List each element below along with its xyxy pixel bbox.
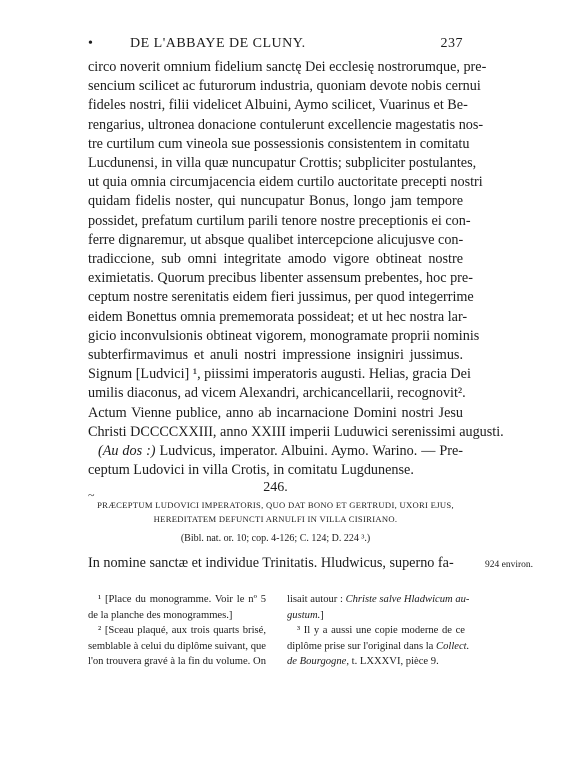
footnote-line: ³ Il y a aussi une copie moderne de ce bbox=[297, 625, 465, 636]
text-line: quidam fidelis noster, qui nuncupatur Bonus, longo jam tempore bbox=[88, 193, 463, 210]
footnote-line: l'on trouvera gravé à la fin du volume. On bbox=[88, 656, 266, 667]
text-line: Lucdunensi, in villa quæ nuncupatur Crottis; subpliciter postulantes, bbox=[88, 155, 477, 172]
text-line: umilis diaconus, ad vicem Alexandri, archicancellarii, recognovit². bbox=[88, 385, 466, 402]
footnote-text: ] bbox=[320, 609, 324, 621]
text-line: Actum Vienne publice, anno ab incarnacione Domini nostri Jesu bbox=[88, 404, 463, 421]
separator-mark: ~ bbox=[88, 488, 95, 502]
charter-summary bbox=[88, 498, 463, 526]
dorse-label: (Au dos :) bbox=[98, 443, 156, 460]
text-line: Christi DCCCCXXIII, anno XXIII imperii Luduwici serenissimi augusti. bbox=[88, 423, 504, 440]
text-line: ferre dignaremur, ut absque qualibet intercepcione alicujusve con- bbox=[88, 231, 464, 248]
page-number: 237 bbox=[440, 36, 463, 51]
dorse-text: Ludvicus, imperator. Albuini. Aymo. Warino. — Pre- bbox=[155, 443, 463, 460]
text-line: ut quia omnia circumjacencia eidem curtilo auctoritate precepti nostri bbox=[88, 174, 483, 191]
source-citation: (Bibl. nat. or. 10; cop. 4-126; C. 124; D. 224 ³.) bbox=[180, 533, 371, 544]
text-line: eidem Bonettus omnia prememorata possideat; et ut hec nostra lar- bbox=[88, 308, 468, 325]
text-line: ceptum nostre serenitatis eidem fieri jussimus, per quod integerrime bbox=[88, 289, 474, 306]
footnote-italic: Collect. bbox=[436, 640, 470, 652]
footnote-line: de la planche des monogrammes.] bbox=[88, 609, 233, 621]
text-line: sencium scilicet ac futurorum industria, quoniam devote nobis cernui bbox=[88, 78, 481, 95]
footnote-line bbox=[287, 608, 465, 624]
footnote-text: diplôme prise sur l'original dans la bbox=[287, 640, 437, 652]
text-line: rengarius, ultronea donacione contulerunt excellencie magestatis nos- bbox=[88, 116, 484, 133]
text-line: gicio inconvulsionis obtineat vigorem, monogramate proprii nominis bbox=[88, 327, 480, 344]
footnote-italic: gustum. bbox=[287, 609, 321, 621]
text-line: fideles nostri, filii videlicet Albuini, Aymo scilicet, Vuarinus et Be- bbox=[88, 97, 468, 114]
dorse-line-2: ceptum Ludovici in villa Crotis, in comitatu Lugdunense. bbox=[88, 462, 414, 479]
text-line: possidet, prefatum curtilum parili tenore nostre preceptionis ei con- bbox=[88, 212, 471, 229]
text-line: eximietatis. Quorum precibus libenter assensum prebentes, hoc pre- bbox=[88, 270, 473, 287]
text-line: circo noverit omnium fidelium sanctę Dei ecclesię nostrorumque, pre- bbox=[88, 59, 487, 75]
footnote-line bbox=[287, 639, 470, 655]
charter-number: 246. bbox=[263, 480, 288, 495]
footnotes-right-column bbox=[287, 592, 470, 670]
header-bullet: • bbox=[88, 36, 94, 51]
charter-opening-line: In nomine sanctæ et individue Trinitatis. Hludwicus, superno fa- bbox=[88, 555, 454, 571]
margin-date-note: 924 environ. bbox=[485, 560, 534, 570]
footnote-line: semblable à celui du diplôme suivant, que bbox=[88, 640, 266, 652]
footnote-line bbox=[287, 592, 470, 608]
footnote-text: , t. LXXXVI, pièce 9. bbox=[346, 656, 439, 667]
footnote-text: lisait autour : bbox=[287, 594, 346, 605]
running-title: DE L'ABBAYE DE CLUNY. bbox=[130, 36, 306, 51]
charter-text bbox=[88, 58, 504, 480]
summary-line: HEREDITATEM DEFUNCTI ARNULFI IN VILLA CISIRIANO. bbox=[153, 514, 398, 524]
text-line: Signum [Ludvici] ¹, piissimi imperatoris augusti. Helias, gracia Dei bbox=[88, 366, 471, 383]
footnote-line bbox=[287, 654, 465, 670]
text-line: tre curtilum cum vineola sue possessionis consistentem in comitatu bbox=[88, 135, 470, 152]
summary-line: PRÆCEPTUM LUDOVICI IMPERATORIS, QUO DAT BONO ET GERTRUDI, UXORI EJUS, bbox=[97, 500, 454, 510]
footnote-line: ¹ [Place du monogramme. Voir le nº 5 bbox=[98, 594, 266, 605]
footnotes-left-column bbox=[88, 592, 266, 670]
footnote-line: ² [Sceau plaqué, aux trois quarts brisé, bbox=[98, 625, 266, 636]
text-line: tradiccione, sub omni integritate amodo vigore obtineat nostre bbox=[88, 251, 463, 268]
text-line: subterfirmavimus et anuli nostri impressione insigniri jussimus. bbox=[88, 347, 463, 364]
footnote-italic: Christe salve Hladwicum au- bbox=[345, 594, 470, 605]
dorse-line bbox=[88, 442, 463, 461]
running-header bbox=[88, 36, 463, 54]
footnote-italic: de Bourgogne bbox=[287, 656, 347, 667]
